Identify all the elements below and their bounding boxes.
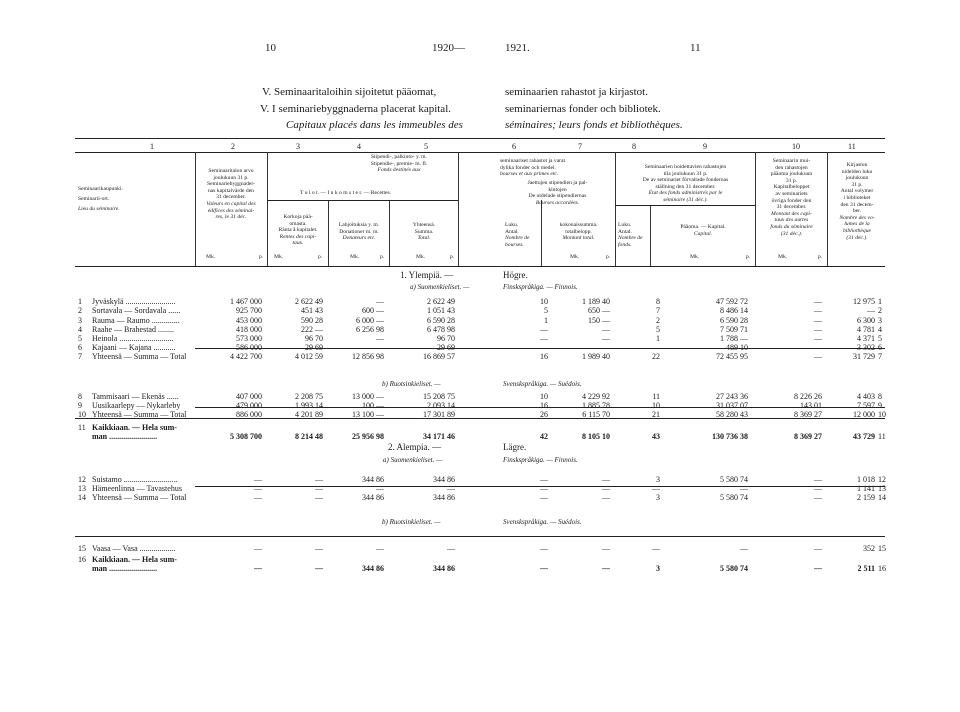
cell-c10: — (814, 316, 822, 325)
unit-mk-9: Mk. (690, 254, 700, 260)
cell-c3: — (315, 475, 323, 484)
cell-c10: 8 226 26 (794, 392, 822, 401)
cell-c9: 130 736 38 (712, 432, 748, 441)
cell-c10: 8 369 27 (794, 410, 822, 419)
section-1-right-title: Högre. (503, 270, 528, 280)
header-donations: Lahjoituksia y. m. Donationer m. m. Donateurs etc. (338, 222, 380, 242)
row-name: Raahe — Brahestad ........ (92, 325, 174, 334)
unit-mk-10: Mk. (778, 254, 788, 260)
cell-c8: 43 (652, 432, 660, 441)
cell-c5: 344 86 (433, 475, 455, 484)
row-number: 1 (78, 297, 82, 306)
header-bottom-rule (75, 266, 885, 267)
cell-c9: 5 580 74 (720, 564, 748, 573)
cell-c6: 10 (540, 297, 548, 306)
cell-c10: — (814, 325, 822, 334)
cell-c8: 3 (656, 475, 660, 484)
unit-mk-5: Mk. (416, 254, 426, 260)
title-left-fr: Capitaux placés dans les immeubles des (286, 119, 463, 131)
row-name: Hämeenlinna — Tavastehus (92, 484, 182, 493)
cell-c8: 2 (656, 316, 660, 325)
cell-c11: 3 302 (857, 343, 875, 352)
col-number-4: 4 (357, 142, 361, 151)
row-number-right: 7 (878, 352, 882, 361)
unit-p-5: p. (450, 254, 455, 260)
cell-c2: 453 000 (236, 316, 262, 325)
cell-c2: 573 000 (236, 334, 262, 343)
cell-c4: 13 000 — (352, 392, 384, 401)
row-number-right: 3 (878, 316, 882, 325)
unit-p-9: p. (746, 254, 751, 260)
header-fund-count: Luku. Antal. Nombre de fonds. (618, 222, 643, 248)
right-years: 1921. (505, 42, 530, 54)
cell-c9: 72 455 95 (716, 352, 748, 361)
unit-mk-2: Mk. (206, 254, 216, 260)
row-number: 16 (78, 555, 86, 564)
cell-c11: 6 300 (857, 316, 875, 325)
cell-c9: 58 280 43 (716, 410, 748, 419)
row-number-right: 13 (878, 484, 886, 493)
title-right-fi: seminaarien rahastot ja kirjastot. (505, 86, 648, 98)
cell-c5: 344 86 (433, 493, 455, 502)
cell-c4: 6 000 — (356, 316, 384, 325)
cell-c4: — (376, 343, 384, 352)
total-rule-1 (195, 348, 885, 349)
cell-c2: 886 000 (236, 410, 262, 419)
cell-c4: 344 86 (362, 493, 384, 502)
cell-c5: 1 051 43 (427, 306, 455, 315)
cell-c3: 29 69 (305, 343, 323, 352)
row-number-right: 15 (878, 544, 886, 553)
col-number-7: 7 (578, 142, 582, 151)
unit-mk-7: Mk. (570, 254, 580, 260)
header-number-rule (75, 152, 885, 153)
cell-c4: 12 856 98 (352, 352, 384, 361)
unit-p-7: p. (606, 254, 611, 260)
cell-c11: 12 975 (853, 297, 875, 306)
cell-c9: 7 509 71 (720, 325, 748, 334)
cell-c5: 16 869 57 (423, 352, 455, 361)
cell-c8: — (652, 544, 660, 553)
cell-c2: — (254, 475, 262, 484)
title-left-fi: V. Seminaaritaloihin sijoitetut pääomat, (262, 86, 437, 98)
header-income-rule (267, 200, 458, 201)
row-number: 9 (78, 401, 82, 410)
cell-c6: 16 (540, 401, 548, 410)
cell-c8: 3 (656, 493, 660, 502)
cell-c2: 418 000 (236, 325, 262, 334)
header-library: Kirjaston nidelden luku joulukuun 31 p. Antal volymer i biblioteket den 31 decem- ber. Nombre des vo- lumes de la bibliothèque (31 déc.). (839, 162, 875, 241)
section-2-title: 2. Alempia. — (388, 442, 441, 452)
row-number-right: 5 (878, 334, 882, 343)
header-value: Seminaaritalon arvo joulukuun 31 p. Seminariebyggnader- nas kapitalvärde den 31 december. Valeurs en capital des édifices des séminai- res, le 31 déc. (206, 168, 256, 221)
cell-c3: 96 70 (305, 334, 323, 343)
cell-c7: — (602, 484, 610, 493)
col-number-8: 8 (632, 142, 636, 151)
cell-c5: — (447, 544, 455, 553)
row-name: Uusikaarlepy — Nykarleby (92, 401, 181, 410)
cell-c5: — (447, 484, 455, 493)
header-top-rule (75, 138, 885, 139)
cell-c7: — (602, 475, 610, 484)
cell-c3: 4 201 89 (295, 410, 323, 419)
cell-c11: 352 (863, 544, 875, 553)
row-name: Kaikkiaan. — Hela sum- (92, 555, 177, 564)
cell-c6: 5 (544, 306, 548, 315)
cell-c7: 650 — (588, 306, 610, 315)
row-number: 11 (78, 423, 86, 432)
cell-c9: 489 10 (726, 343, 748, 352)
right-page-number: 11 (690, 42, 701, 54)
cell-c10: 8 369 27 (794, 432, 822, 441)
cell-c6: 42 (540, 432, 548, 441)
row-number: 15 (78, 544, 86, 553)
grand-rule-1 (75, 418, 885, 419)
cell-c4: 600 — (362, 306, 384, 315)
header-capital: Pääoma. — Kapital. Capital. (680, 224, 726, 237)
cell-c3: 8 214 48 (295, 432, 323, 441)
cell-c7: — (602, 334, 610, 343)
header-interest: Korkoja pää- omasta. Ränta å kapitalet. Rentes des capi- taux. (278, 214, 318, 247)
cell-c8: 1 (656, 334, 660, 343)
cell-c7: 4 229 92 (582, 392, 610, 401)
cell-c8: 11 (652, 392, 660, 401)
cell-c2: 1 467 000 (230, 297, 262, 306)
cell-c7: 1 989 40 (582, 352, 610, 361)
header-funds-cont: seminaariset rahastot ja varat. dylika fonder och medel. bourses et aux primes etc. (500, 158, 567, 178)
cell-c3: — (315, 544, 323, 553)
col-number-1: 1 (150, 142, 154, 151)
cell-c4: — (376, 297, 384, 306)
row-number-right: 10 (878, 410, 886, 419)
cell-c6: 16 (540, 352, 548, 361)
cell-c6: 1 (544, 316, 548, 325)
cell-c10: 143 01 (800, 401, 822, 410)
col-number-5: 5 (424, 142, 428, 151)
cell-c4: — (376, 544, 384, 553)
cell-c6: — (540, 493, 548, 502)
row-name: Yhteensä — Summa — Total (92, 410, 187, 419)
row-number-right: 9 (878, 401, 882, 410)
cell-c11: 4 371 (857, 334, 875, 343)
cell-c4: 344 86 (362, 564, 384, 573)
section-1a-right-sub: Finskspråkiga. — Finnois. (503, 283, 578, 291)
section-1a-sub: a) Suomenkieliset. — (410, 283, 470, 291)
cell-c7: 150 — (588, 316, 610, 325)
cell-c8: — (652, 343, 660, 352)
cell-c5: 34 171 46 (423, 432, 455, 441)
cell-c10: — (814, 564, 822, 573)
col-number-10: 10 (792, 142, 800, 151)
section-1b-sub: b) Ruotsinkieliset. — (382, 380, 441, 388)
cell-c3: 451 43 (301, 306, 323, 315)
row-number-right: 6 (878, 343, 882, 352)
row-name: Sortavala — Sordavala ...... (92, 306, 181, 315)
header-scholarship-count: Luku. Antal. Nombre de bourses. (505, 222, 530, 248)
cell-c10: — (814, 475, 822, 484)
row-name: Rauma — Raumo .............. (92, 316, 180, 325)
row-name: Yhteensä — Summa — Total (92, 352, 187, 361)
cell-c7: 8 105 10 (582, 432, 610, 441)
cell-c5: 2 093 14 (427, 401, 455, 410)
unit-p-4: p. (380, 254, 385, 260)
total-rule-2 (195, 407, 885, 408)
cell-c5: 6 590 28 (427, 316, 455, 325)
row-number: 12 (78, 475, 86, 484)
cell-c3: 590 28 (301, 316, 323, 325)
cell-c5: 344 86 (433, 564, 455, 573)
row-name: Heinola ........................... (92, 334, 174, 343)
row-number: 4 (78, 325, 82, 334)
cell-c8: 3 (656, 564, 660, 573)
cell-c2: 479 000 (236, 401, 262, 410)
section-1b-right-sub: Svenskspråkiga. — Suédois. (503, 380, 582, 388)
cell-c6: — (540, 544, 548, 553)
header-city-sv: Seminarii-ort. (78, 196, 110, 202)
cell-c3: 2 622 49 (295, 297, 323, 306)
cell-c2: 4 422 700 (230, 352, 262, 361)
cell-c9: 5 580 74 (720, 475, 748, 484)
header-managed-funds: Seminaarien hoidettavien rahastojen tila joulukuun 31 p. De av seminariet förvaltade fondernas ställning den 31 december. État des fonds administrés par le séminaire (31 déc.). (642, 164, 729, 203)
row-number: 8 (78, 392, 82, 401)
row-number: 3 (78, 316, 82, 325)
col-number-11: 11 (848, 142, 856, 151)
cell-c2: — (254, 564, 262, 573)
cell-c9: 27 243 36 (716, 392, 748, 401)
header-income: T u l o t. — I n k o m s t e r. — Recettes. (300, 190, 392, 196)
cell-c10: — (814, 493, 822, 502)
cell-c11: 1 141 (857, 484, 875, 493)
cell-c2: 586 000 (236, 343, 262, 352)
cell-c4: 344 86 (362, 475, 384, 484)
cell-c4: 100 — (362, 401, 384, 410)
row-number: 6 (78, 343, 82, 352)
header-managed-rule (615, 205, 755, 206)
col-number-3: 3 (296, 142, 300, 151)
header-other-funds: Seminaarin mui- den rahastojen pääoma joulukuun 31 p. Kapitalbeloppet av seminariets övriga fonder den 31 december. Montant des capi- taux des autres fonds du séminaire (31 déc.). (770, 158, 813, 237)
header-fund-group: Stipendi-, palkinto- y. m. Stipendie-, premie- m. fl. Fonds destinés aux (370, 154, 428, 174)
cell-c11: 43 729 (853, 432, 875, 441)
col-number-6: 6 (512, 142, 516, 151)
row-number-right: 4 (878, 325, 882, 334)
row-name: Tammisaari — Ekenäs ...... (92, 392, 179, 401)
cell-c6: — (540, 334, 548, 343)
cell-c4: — (376, 334, 384, 343)
cell-c7: — (602, 325, 610, 334)
cell-c3: 1 993 14 (295, 401, 323, 410)
unit-mk-4: Mk. (350, 254, 360, 260)
cell-c2: 407 000 (236, 392, 262, 401)
unit-mk-3: Mk. (274, 254, 284, 260)
cell-c9: 5 580 74 (720, 493, 748, 502)
header-city-fr: Lieu du séminaire. (78, 206, 120, 212)
title-right-sv: seminariernas fonder och bibliotek. (505, 103, 661, 115)
cell-c11: 7 597 (857, 401, 875, 410)
cell-c4: 25 956 98 (352, 432, 384, 441)
cell-c6: — (540, 564, 548, 573)
row-name: Kaikkiaan. — Hela sum- (92, 423, 177, 432)
cell-c7: 6 115 70 (582, 410, 610, 419)
cell-c6: — (540, 484, 548, 493)
cell-c8: — (652, 484, 660, 493)
row-number: 13 (78, 484, 86, 493)
cell-c8: 22 (652, 352, 660, 361)
row-number-right: 1 (878, 297, 882, 306)
cell-c2: — (254, 484, 262, 493)
col-number-2: 2 (231, 142, 235, 151)
cell-c3: — (315, 564, 323, 573)
row-number-right: 8 (878, 392, 882, 401)
cell-c8: 7 (656, 306, 660, 315)
cell-c9: 1 788 — (720, 334, 748, 343)
header-scholarship-total: kokonaissumma. totalbelopp. Montant total. (559, 222, 598, 242)
total-rule-3 (195, 486, 885, 487)
row-number-right: 16 (878, 564, 886, 573)
row-name: Kajaani — Kajana ........... (92, 343, 176, 352)
cell-c11: 2 159 (857, 493, 875, 502)
section-2-right-title: Lägre. (503, 442, 527, 452)
cell-c5: 17 301 89 (423, 410, 455, 419)
cell-c8: 5 (656, 325, 660, 334)
cell-c5: 15 208 75 (423, 392, 455, 401)
header-scholarships: Jaettujen stipendien ja pal- kintojen De utdelade stipendiernas Bourses accordées. (527, 180, 588, 206)
cell-c6: — (540, 325, 548, 334)
cell-c10: — (814, 297, 822, 306)
cell-c8: 10 (652, 401, 660, 410)
section-2b-sub: b) Ruotsinkieliset. — (382, 518, 441, 526)
row-number: 14 (78, 493, 86, 502)
header-total: Yhteensä. Summa. Total. (412, 222, 436, 242)
cell-c7: — (602, 493, 610, 502)
cell-c11: 2 511 (857, 564, 875, 573)
cell-c2: 925 700 (236, 306, 262, 315)
row-number-right: 12 (878, 475, 886, 484)
section-1-title: 1. Ylempiä. — (400, 270, 454, 280)
row-number-right: 2 (878, 306, 882, 315)
left-years: 1920— (432, 42, 465, 54)
cell-c3: 222 — (301, 325, 323, 334)
cell-c7: 1 189 40 (582, 297, 610, 306)
cell-c9: 31 037 07 (716, 401, 748, 410)
cell-c10: — (814, 306, 822, 315)
cell-c2: — (254, 493, 262, 502)
section-2a-right-sub: Finskspråkiga. — Finnois. (503, 456, 578, 464)
cell-c11: 1 018 (857, 475, 875, 484)
cell-c4: — (376, 484, 384, 493)
cell-c7: — (602, 564, 610, 573)
row-number-right: 14 (878, 493, 886, 502)
cell-c10: — (814, 334, 822, 343)
cell-c7: — (602, 343, 610, 352)
grand-rule-2 (75, 536, 885, 537)
cell-c11: 12 000 (853, 410, 875, 419)
cell-c9: 8 486 14 (720, 306, 748, 315)
cell-c10: — (814, 352, 822, 361)
row-number: 5 (78, 334, 82, 343)
cell-c6: 10 (540, 392, 548, 401)
cell-c8: 8 (656, 297, 660, 306)
cell-c3: 2 208 75 (295, 392, 323, 401)
col-sep-2 (267, 152, 268, 266)
cell-c7: 1 885 78 (582, 401, 610, 410)
section-2b-right-sub: Svenskspråkiga. — Suédois. (503, 518, 582, 526)
cell-c4: 13 100 — (352, 410, 384, 419)
col-sep-5 (458, 152, 459, 266)
title-right-fr: séminaires; leurs fonds et bibliothèques. (505, 119, 683, 131)
row-name: Vaasa — Vasa .................. (92, 544, 176, 553)
header-city-fi: Seminaarikaupunki. (78, 186, 123, 192)
cell-c11: 4 781 (857, 325, 875, 334)
cell-c3: — (315, 484, 323, 493)
cell-c11: — (867, 306, 875, 315)
row-name-cont: man ........................ (92, 564, 158, 573)
unit-p-2: p. (259, 254, 264, 260)
cell-c9: 6 590 28 (720, 316, 748, 325)
cell-c5: 96 70 (437, 334, 455, 343)
cell-c10: — (814, 544, 822, 553)
col-number-9: 9 (703, 142, 707, 151)
cell-c11: 4 403 (857, 392, 875, 401)
cell-c6: — (540, 475, 548, 484)
cell-c6: — (540, 343, 548, 352)
row-name: Suistamo ........................... (92, 475, 178, 484)
cell-c10: — (814, 484, 822, 493)
cell-c9: — (740, 544, 748, 553)
title-left-sv: V. I seminariebyggnaderna placerat kapital. (260, 103, 451, 115)
cell-c9: — (740, 484, 748, 493)
cell-c3: 4 012 59 (295, 352, 323, 361)
cell-c2: — (254, 544, 262, 553)
cell-c6: 26 (540, 410, 548, 419)
section-2a-sub: a) Suomenkieliset. — (383, 456, 443, 464)
row-name: Yhteensä — Summa — Total (92, 493, 187, 502)
cell-c5: 2 622 49 (427, 297, 455, 306)
cell-c11: 31 729 (853, 352, 875, 361)
cell-c7: — (602, 544, 610, 553)
row-number: 2 (78, 306, 82, 315)
cell-c2: 5 308 700 (230, 432, 262, 441)
cell-c9: 47 592 72 (716, 297, 748, 306)
cell-c5: 29 69 (437, 343, 455, 352)
row-number: 7 (78, 352, 82, 361)
left-page-number: 10 (265, 42, 276, 54)
cell-c4: 6 256 98 (356, 325, 384, 334)
row-number: 10 (78, 410, 86, 419)
row-number-right: 11 (878, 432, 886, 441)
row-name-cont: man ........................ (92, 432, 158, 441)
unit-p-3: p. (318, 254, 323, 260)
cell-c8: 21 (652, 410, 660, 419)
cell-c5: 6 478 98 (427, 325, 455, 334)
row-name: Jyväskylä ......................... (92, 297, 176, 306)
unit-p-10: p. (818, 254, 823, 260)
cell-c3: — (315, 493, 323, 502)
cell-c10: — (814, 343, 822, 352)
